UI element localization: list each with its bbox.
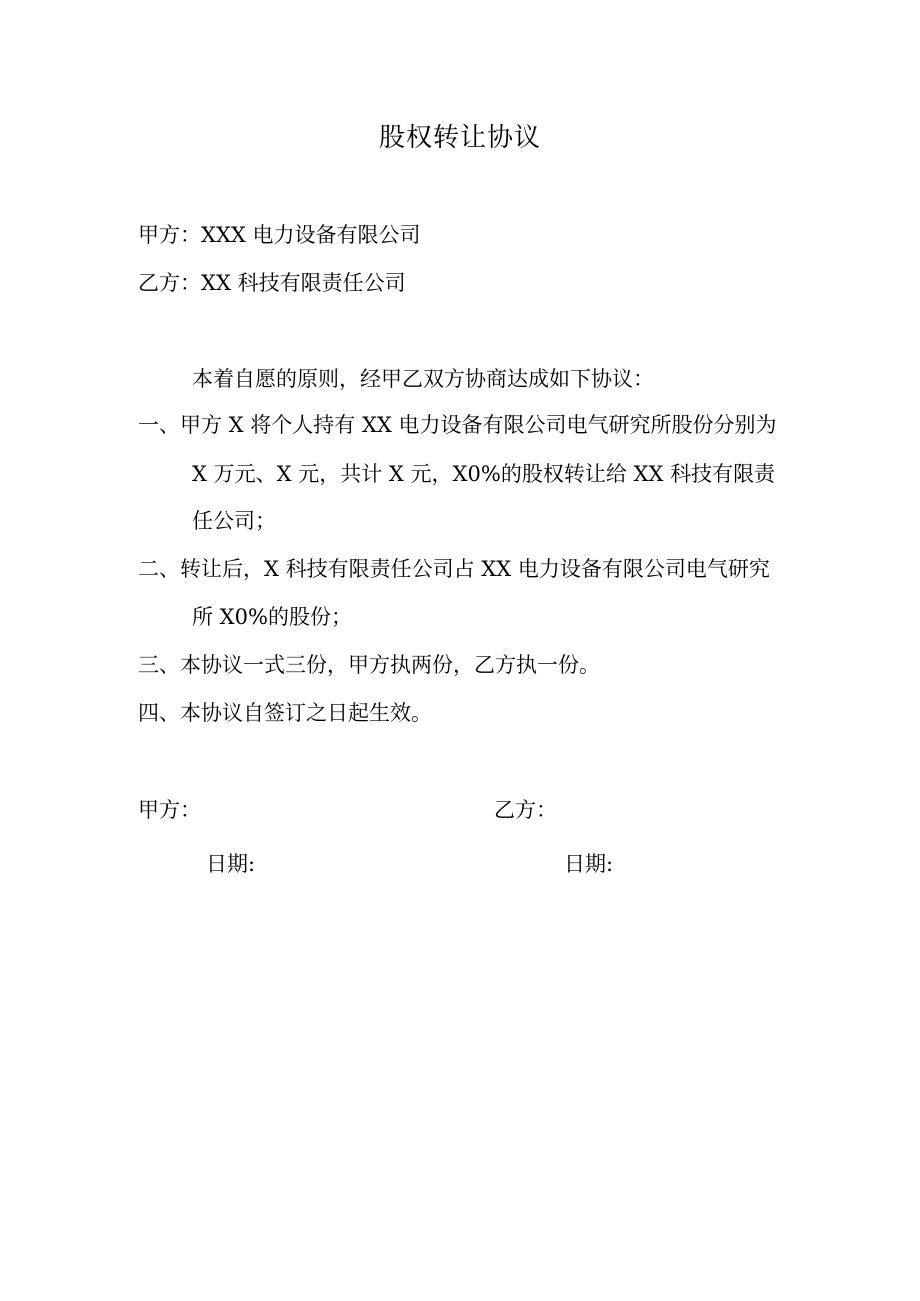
clause-1-line-3: 任公司； [192, 509, 276, 533]
party-b-signature-label: 乙方： [494, 798, 557, 822]
intro-paragraph: 本着自愿的原则，经甲乙双方协商达成如下协议： [192, 367, 654, 391]
party-a-date-label: 日期: [206, 852, 256, 876]
document-title: 股权转让协议 [378, 123, 541, 153]
party-b-line: 乙方：XX 科技有限责任公司 [138, 271, 406, 295]
party-b-date-label: 日期: [564, 852, 614, 876]
clause-1-line-2: X 万元、X 元，共计 X 元，X0%的股权转让给 XX 科技有限责 [192, 462, 776, 486]
party-a-signature-label: 甲方： [138, 798, 201, 822]
clause-4-line-1: 四、本协议自签订之日起生效。 [138, 701, 432, 725]
clause-3-line-1: 三、本协议一式三份，甲方执两份，乙方执一份。 [138, 653, 600, 677]
clause-1-line-1: 一、甲方 X 将个人持有 XX 电力设备有限公司电气研究所股份分别为 [138, 413, 777, 437]
party-a-line: 甲方：XXX 电力设备有限公司 [138, 223, 421, 247]
clause-2-line-2: 所 X0%的股份； [192, 605, 352, 629]
clause-2-line-1: 二、转让后，X 科技有限责任公司占 XX 电力设备有限公司电气研究 [138, 557, 770, 581]
